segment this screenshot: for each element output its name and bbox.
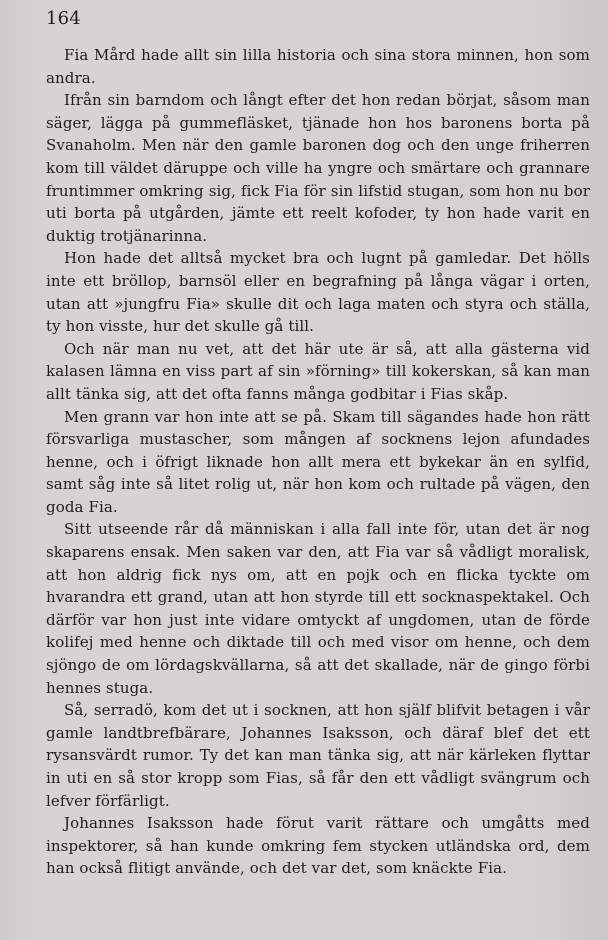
paragraph-6: Sitt utseende rår då människan i alla fall inte för, utan det är nog skaparens ensak. Men saken var den, att Fia var så vådligt moralisk, att hon aldrig fick nys om, att en pojk och en flicka tyckte om hvarandra ett grand, utan att hon styrde till ett socknaspektakel. Och därför var hon just inte vidare omtyckt af ungdomen, utan de förde kolifej med henne och diktade till och med visor om henne, och dem sjöngo de om lördagskvällarna, så att det skallade, när de gingo förbi hennes stuga. (46, 520, 590, 697)
paragraph-2: Ifrån sin barndom och långt efter det hon redan börjat, såsom man säger, lägga på gummefläsket, tjänade hon hos baronens borta på Svanaholm. Men när den gamle baronen dog och den unge friherren kom till väldet däruppe och ville ha yngre och smärtare och grannare fruntimmer omkring sig, fick Fia för sin lifstid stugan, som hon nu bor uti borta på utgården, jämte ett reelt kofoder, ty hon hade varit en duktig trotjänarinna. (46, 91, 590, 245)
paragraph-1: Fia Mård hade allt sin lilla historia och sina stora minnen, hon som andra. (46, 46, 590, 87)
body-text (46, 44, 590, 880)
paragraph-3: Hon hade det alltså mycket bra och lugnt på gamledar. Det hölls inte ett bröllop, barnsöl eller en begrafning på långa vägar i orten, utan att »jungfru Fia» skulle dit och laga maten och styra och ställa, ty hon visste, hur det skulle gå till. (46, 249, 590, 336)
paragraph-5: Men grann var hon inte att se på. Skam till sägandes hade hon rätt försvarliga mustascher, som mången af socknens lejon afundades henne, och i öfrigt liknade hon allt mera ett bykekar än en sylfid, samt såg inte så litet rolig ut, när hon kom och rultade på vägen, den goda Fia. (46, 407, 590, 516)
paragraph-8: Johannes Isaksson hade förut varit rättare och umgåtts med inspektorer, så han kunde omkring fem stycken utländska ord, dem han också flitigt använde, och det var det, som knäckte Fia. (46, 814, 590, 878)
page-number: 164 (46, 8, 81, 29)
paragraph-7: Så, serradö, kom det ut i socknen, att hon själf blifvit betagen i vår gamle landtbrefbärare, Johannes Isaksson, och däraf blef det ett rysansvärdt rumor. Ty det kan man tänka sig, att när kärleken flyttar in uti en så stor kropp som Fias, så får den ett vådligt svängrum och lefver förfärligt. (46, 701, 590, 810)
paragraph-4: Och när man nu vet, att det här ute är så, att alla gästerna vid kalasen lämna en viss part af sin »förning» till kokerskan, så kan man allt tänka sig, att det ofta fanns många godbitar i Fias skåp. (46, 339, 590, 403)
